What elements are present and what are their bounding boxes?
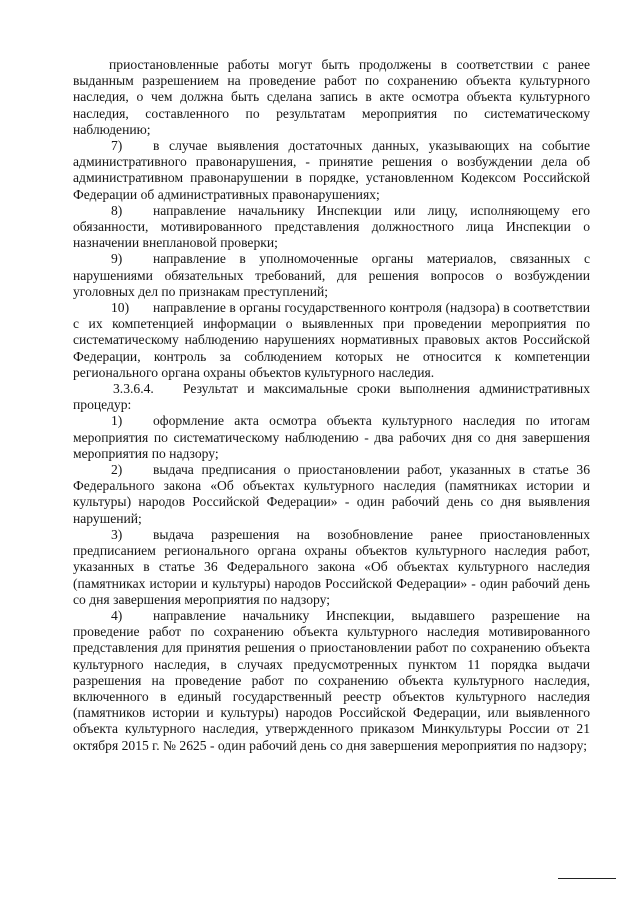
result-item-1 [73,413,590,462]
footer-rule [558,878,616,879]
paragraph-text: приостановленные работы могут быть продолжены в соответствии с ранее выданным разрешением на проведение работ по сохранению объекта культурного наследия, о чем должна быть сделана запись в акте осмотра объекта культурного наследия, составленного по результатам мероприятия по систематическому наблюдению; [73,57,590,137]
item-text: направление начальнику Инспекции, выдавшего разрешение на проведение работ по сохранению объекта культурного наследия мотивированного представления для принятия решения о приостановлении работ по сохранению объекта культурного наследия, в случаях предусмотренных пунктом 11 порядка выдачи разрешения на проведение работ по сохранению объекта культурного наследия, включенного в единый государственный реестр объектов культурного наследия (памятников истории и культуры) народов Российской Федерации, или выявленного объекта культурного наследия, утвержденного приказом Минкультуры России от 21 октября 2015 г. № 2625 - один рабочий день со дня завершения мероприятия по надзору; [73,607,590,753]
item-text: выдача разрешения на возобновление ранее приостановленных предписанием регионального органа охраны объектов культурного наследия работ, указанных в статье 36 Федерального закона «Об объектах культурного наследия (памятниках истории и культуры) народов Российской Федерации» - один рабочий день со дня завершения мероприятия по надзору; [73,526,590,607]
section-3-3-6-4 [73,381,590,413]
item-number: 3) [111,526,123,542]
item-number: 2) [111,462,123,478]
document-body [73,57,590,754]
list-item-10 [73,300,590,381]
item-text: оформление акта осмотра объекта культурного наследия по итогам мероприятия по систематическому наблюдению - два рабочих дня со дня завершения мероприятия по надзору; [73,413,590,461]
item-number: 4) [111,607,123,623]
item-number: 1) [111,413,123,429]
result-item-3 [73,527,590,608]
list-item-9 [73,251,590,300]
item-number: 8) [111,202,123,218]
item-text: в случае выявления достаточных данных, указывающих на событие административного правонарушения, - принятие решения о возбуждении дела об административном правонарушении в порядке, установленном Кодексом Российской Федерации об административных правонарушениях; [73,138,590,202]
item-number: 7) [111,138,123,154]
result-item-2 [73,462,590,527]
item-text: направление в уполномоченные органы материалов, связанных с нарушениями обязательных требований, для решения вопросов о возбуждении уголовных дел по признакам преступлений; [73,251,590,299]
item-text: выдача предписания о приостановлении работ, указанных в статье 36 Федерального закона «Об объектах культурного наследия (памятниках истории и культуры) народов Российской Федерации» - один рабочий день со дня выявления нарушений; [73,462,590,526]
item-number: 10) [111,300,130,316]
result-item-4 [73,608,590,754]
section-number: 3.3.6.4. [113,381,154,397]
item-text: направление начальнику Инспекции или лицу, исполняющему его обязанности, мотивированного представления должностного лица Инспекции о назначении внеплановой проверки; [73,202,590,251]
item-number: 9) [111,251,123,267]
item-text: направление в органы государственного контроля (надзора) в соответствии с их компетенцией информации о выявленных при проведении мероприятия по систематическому наблюдению нарушениях нормативных правовых актов Российской Федерации, контроль за соблюдением которых не относится к компетенции регионального органа охраны объектов культурного наследия. [73,300,590,380]
list-item-7 [73,138,590,203]
list-item-8 [73,203,590,252]
paragraph-continuation [73,57,590,138]
section-text: Результат и максимальные сроки выполнения административных процедур: [73,381,590,413]
